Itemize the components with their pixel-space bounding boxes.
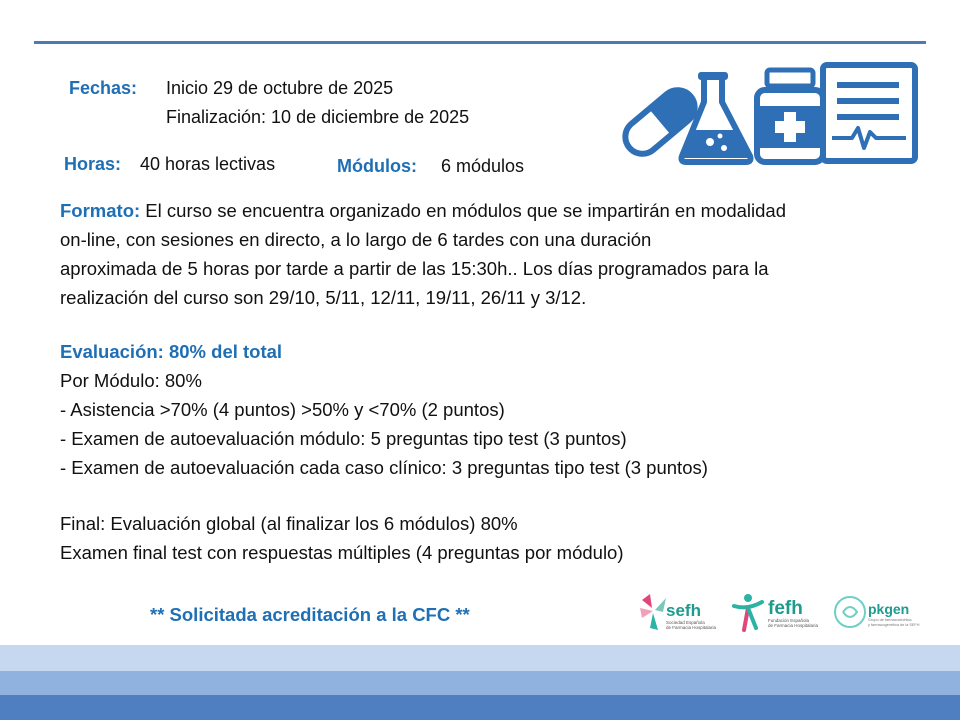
pkgen-subtitle-1: Grupo de farmacocinética — [868, 618, 912, 622]
fecha-inicio: Inicio 29 de octubre de 2025 — [166, 78, 394, 98]
sefh-name: sefh — [666, 601, 701, 620]
fefh-subtitle-2: de Farmacia Hospitalaria — [768, 623, 819, 628]
medical-report-icon — [823, 65, 915, 161]
fecha-fin: Finalización: 10 de diciembre de 2025 — [166, 107, 470, 127]
footer-band-medium — [0, 671, 960, 695]
footer-band-light — [0, 645, 960, 671]
pkgen-subtitle-2: y farmacogenética de la SEFH — [868, 623, 920, 627]
formato-line-3: aproximada de 5 horas por tarde a partir de las 15:30h.. Los días programados para la — [60, 258, 769, 279]
horas-label: Horas: — [64, 154, 122, 174]
formato-label: Formato: — [60, 200, 141, 221]
sefh-subtitle-1: Sociedad Española — [666, 620, 705, 625]
formato-paragraph — [60, 196, 786, 312]
pkgen-name: pkgen — [868, 601, 910, 617]
evaluacion-item: - Examen de autoevaluación cada caso clínico: 3 preguntas tipo test (3 puntos) — [60, 457, 708, 478]
top-divider — [34, 41, 926, 44]
formato-line-1: El curso se encuentra organizado en módulos que se impartirán en modalidad — [140, 200, 787, 221]
pkgen-logo — [835, 597, 920, 627]
fefh-name: fefh — [768, 598, 803, 619]
final-section — [60, 509, 624, 567]
evaluacion-section — [60, 337, 708, 482]
fechas-label: Fechas: — [69, 78, 138, 98]
modulos-label: Módulos: — [337, 156, 417, 176]
evaluacion-final: Final: Evaluación global (al finalizar los 6 módulos) 80% — [60, 513, 518, 534]
sponsor-logos — [636, 590, 926, 634]
sefh-logo — [640, 594, 717, 630]
fefh-subtitle-1: Fundación Española — [768, 618, 810, 623]
sefh-subtitle-2: de Farmacia Hospitalaria — [666, 625, 717, 630]
footer-band-dark — [0, 695, 960, 720]
examen-final: Examen final test con respuestas múltiples (4 preguntas por módulo) — [60, 542, 624, 563]
formato-line-4: realización del curso son 29/10, 5/11, 12/11, 19/11, 26/11 y 3/12. — [60, 287, 587, 308]
horas-value: 40 horas lectivas — [140, 154, 276, 174]
medicine-bottle-icon — [757, 70, 823, 162]
evaluacion-heading: Evaluación: 80% del total — [60, 341, 283, 362]
acreditacion-note: ** Solicitada acreditación a la CFC ** — [150, 604, 470, 625]
evaluacion-item: - Asistencia >70% (4 puntos) >50% y <70% (2 puntos) — [60, 399, 505, 420]
por-modulo: Por Módulo: 80% — [60, 370, 202, 391]
modulos-value: 6 módulos — [441, 156, 525, 176]
pharma-icons — [620, 60, 920, 166]
formato-line-2: on-line, con sesiones en directo, a lo largo de 6 tardes con una duración — [60, 229, 652, 250]
fefh-logo — [734, 594, 819, 630]
evaluacion-item: - Examen de autoevaluación módulo: 5 preguntas tipo test (3 puntos) — [60, 428, 627, 449]
